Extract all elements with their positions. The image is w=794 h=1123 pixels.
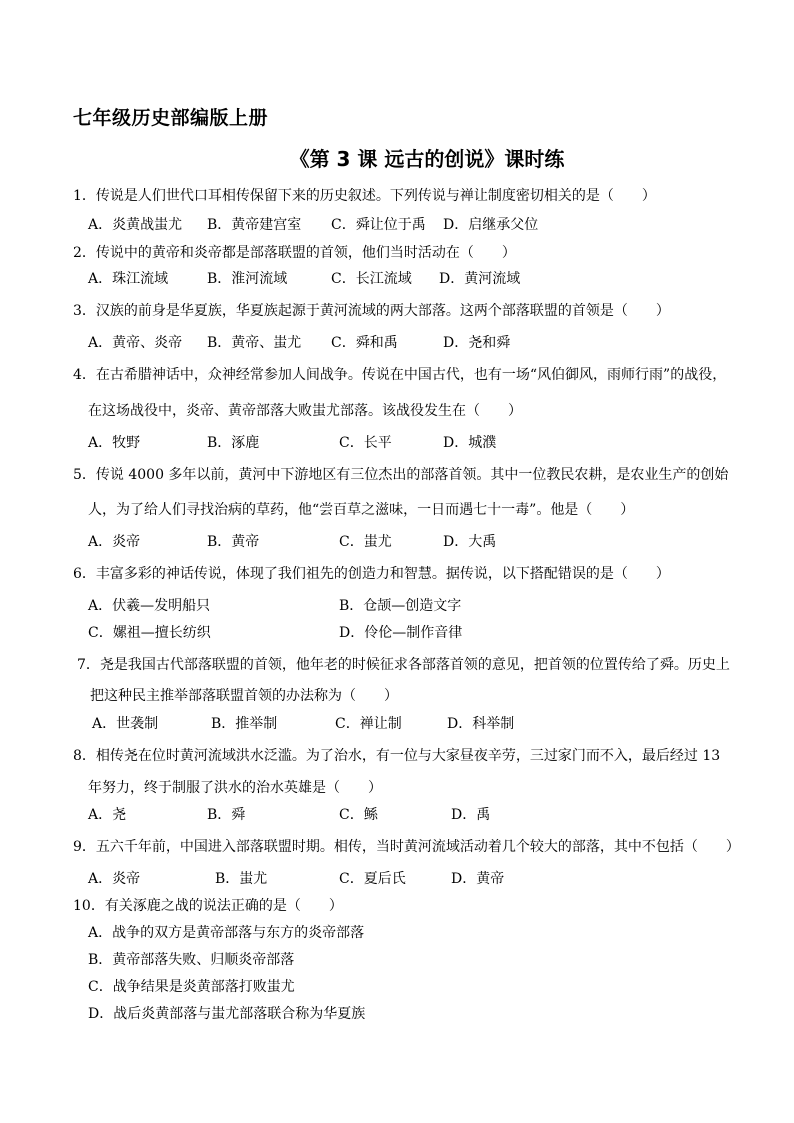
option-b: B．推举制 xyxy=(211,716,278,732)
option-d: D．大禹 xyxy=(443,534,497,550)
option-b: B．淮河流域 xyxy=(207,271,288,287)
option-a: A．黄帝、炎帝 xyxy=(88,335,183,351)
question-7-stem: 7．尧是我国古代部落联盟的首领，他年老的时候征求各部落首领的意见，把首领的位置传给了舜。历史上 xyxy=(77,657,730,673)
option-c: C．嫘祖—擅长纺织 xyxy=(88,625,211,641)
course-header: 七年级历史部编版上册 xyxy=(73,107,269,129)
lesson-title: 《第 3 课 远古的创说》课时练 xyxy=(289,147,565,171)
option-a: A．珠江流域 xyxy=(88,271,169,287)
option-d: D．城濮 xyxy=(443,435,497,451)
option-a: A．战争的双方是黄帝部落与东方的炎帝部落 xyxy=(88,925,365,941)
question-4-stem: 4．在古希腊神话中，众神经常参加人间战争。传说在中国古代，也有一场“风伯御风，雨师行雨”的战役， xyxy=(73,367,727,383)
question-9-stem: 9．五六千年前，中国进入部落联盟时期。相传，当时黄河流域活动着几个较大的部落，其中不包括（ ） xyxy=(73,839,740,855)
option-b: B．黄帝建宫室 xyxy=(207,217,302,233)
option-b: B．仓颉—创造文字 xyxy=(339,598,462,614)
option-a: A．炎黄战蚩尤 xyxy=(88,217,183,233)
option-a: A．伏羲—发明船只 xyxy=(88,598,211,614)
option-c: C．鲧 xyxy=(339,807,378,823)
question-6-stem: 6．丰富多彩的神话传说，体现了我们祖先的创造力和智慧。据传说，以下搭配错误的是（ ） xyxy=(73,566,670,582)
question-10-stem: 10．有关涿鹿之战的说法正确的是（ ） xyxy=(73,898,343,914)
option-a: A．牧野 xyxy=(88,435,141,451)
option-c: C．战争结果是炎黄部落打败蚩尤 xyxy=(88,979,295,995)
option-c: C．蚩尤 xyxy=(339,534,392,550)
option-d: D．伶伦—制作音律 xyxy=(339,625,463,641)
option-a: A．炎帝 xyxy=(88,871,141,887)
option-d: D．尧和舜 xyxy=(443,335,511,351)
option-c: C．舜和禹 xyxy=(331,335,398,351)
option-d: D．禹 xyxy=(451,807,491,823)
question-8-stem-cont: 年努力，终于制服了洪水的治水英雄是（ ） xyxy=(88,780,382,796)
option-a: A．世袭制 xyxy=(92,716,159,732)
option-b: B．黄帝 xyxy=(207,534,260,550)
option-b: B．舜 xyxy=(207,807,246,823)
option-c: C．长平 xyxy=(339,435,392,451)
option-b: B．涿鹿 xyxy=(207,435,260,451)
option-a: A．尧 xyxy=(88,807,127,823)
option-b: B．黄帝部落失败、归顺炎帝部落 xyxy=(88,952,295,968)
question-4-stem-cont: 在这场战役中，炎帝、黄帝部落大败蚩尤部落。该战役发生在（ ） xyxy=(88,403,522,419)
option-c: C．舜让位于禹 xyxy=(331,217,426,233)
question-2-stem: 2．传说中的黄帝和炎帝都是部落联盟的首领，他们当时活动在（ ） xyxy=(73,245,516,261)
option-d: D．启继承父位 xyxy=(443,217,539,233)
question-3-stem: 3．汉族的前身是华夏族，华夏族起源于黄河流域的两大部落。这两个部落联盟的首领是（ ） xyxy=(73,303,670,319)
question-5-stem: 5．传说 4000 多年以前，黄河中下游地区有三位杰出的部落首领。其中一位教民农耕，是农业生产的创始 xyxy=(73,467,729,483)
question-1-stem: 1．传说是人们世代口耳相传保留下来的历史叙述。下列传说与禅让制度密切相关的是（ ） xyxy=(73,188,656,204)
option-c: C．禅让制 xyxy=(335,716,402,732)
option-d: D．黄帝 xyxy=(451,871,505,887)
option-d: D．黄河流域 xyxy=(439,271,521,287)
option-b: B．黄帝、蚩尤 xyxy=(207,335,302,351)
option-d: D．科举制 xyxy=(447,716,515,732)
option-c: C．夏后氏 xyxy=(339,871,406,887)
option-c: C．长江流域 xyxy=(331,271,412,287)
option-b: B．蚩尤 xyxy=(215,871,268,887)
question-8-stem: 8．相传尧在位时黄河流域洪水泛滥。为了治水，有一位与大家昼夜辛劳，三过家门而不入，最后经过 13 xyxy=(73,748,721,764)
question-5-stem-cont: 人，为了给人们寻找治病的草药，他“尝百草之滋味，一日而遇七十一毒”。他是（ ） xyxy=(88,502,635,518)
question-7-stem-cont: 把这种民主推举部落联盟首领的办法称为（ ） xyxy=(90,688,398,704)
option-d: D．战后炎黄部落与蚩尤部落联合称为华夏族 xyxy=(88,1006,366,1022)
option-a: A．炎帝 xyxy=(88,534,141,550)
